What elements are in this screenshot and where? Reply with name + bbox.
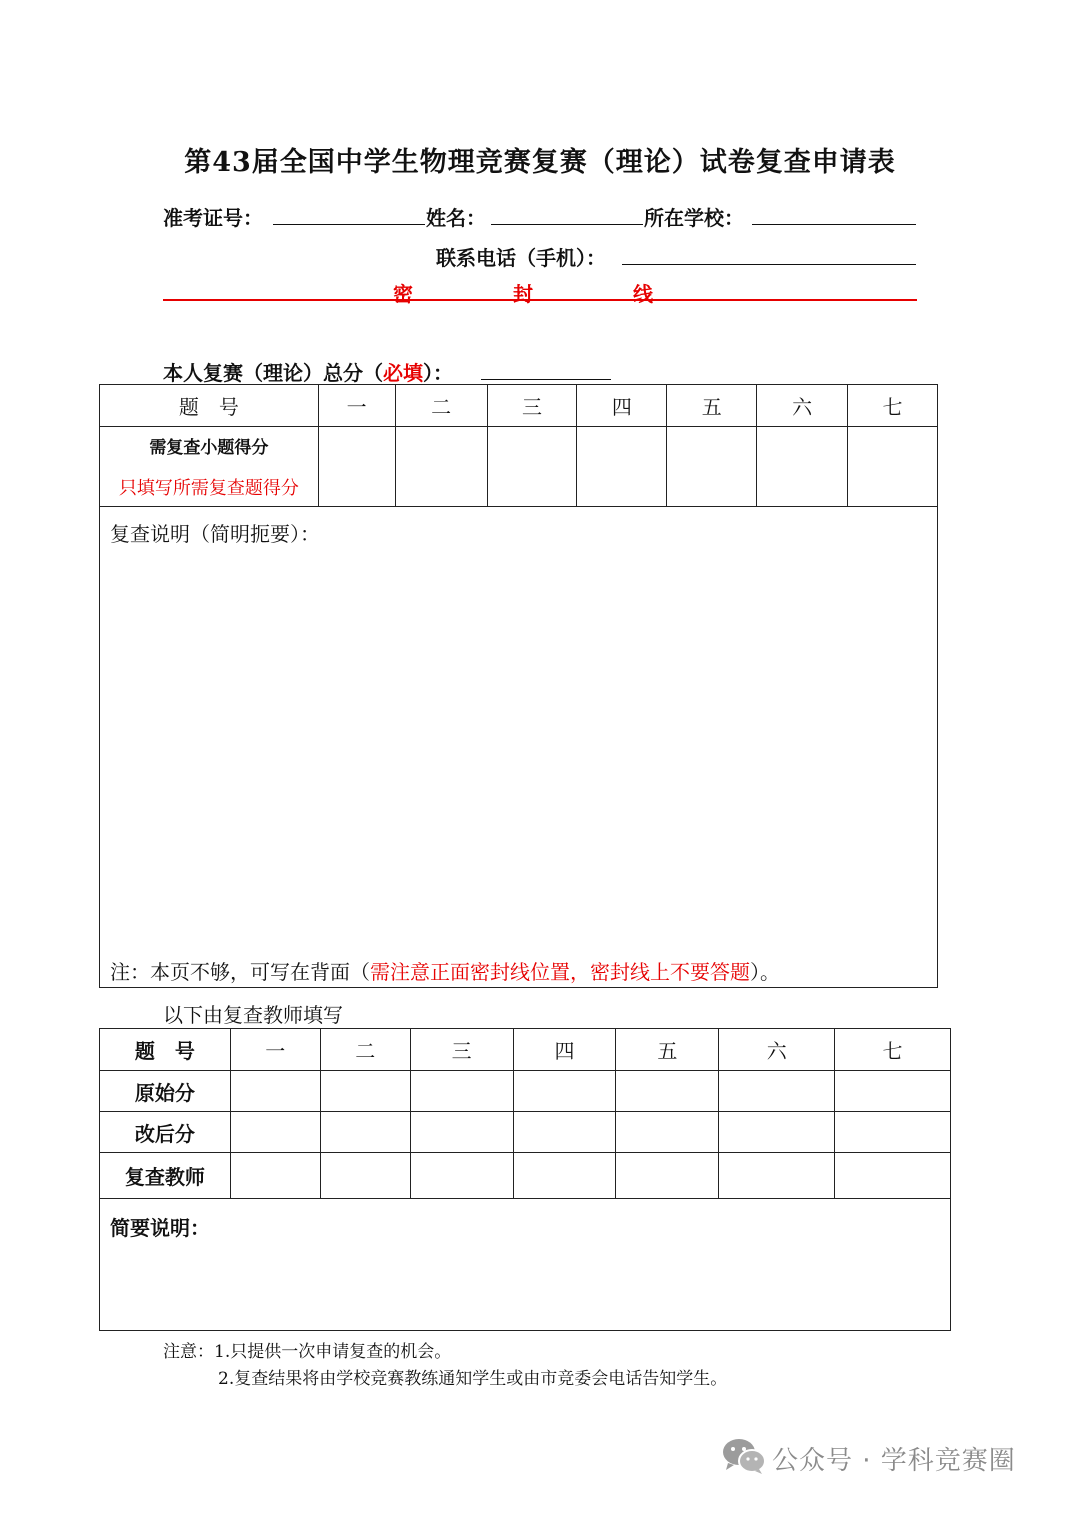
phone-label: 联系电话（手机）： bbox=[436, 246, 606, 270]
footer-note-2: 2.复查结果将由学校竞赛教练通知学生或由市竞委会电话告知学生。 bbox=[218, 1369, 728, 1389]
table2-cell[interactable] bbox=[513, 1153, 616, 1199]
table2-col-6: 六 bbox=[719, 1029, 835, 1071]
review-explanation-box[interactable] bbox=[99, 506, 938, 988]
name-label: 姓名： bbox=[426, 206, 486, 230]
table2-cell[interactable] bbox=[835, 1153, 951, 1199]
table1-score-row bbox=[100, 427, 938, 507]
table1-col-5: 五 bbox=[667, 385, 757, 427]
table1-cell-6[interactable] bbox=[757, 427, 848, 507]
watermark-text: 公众号 · 学科竞赛圈 bbox=[772, 1446, 1016, 1476]
table1-row-label-cell bbox=[100, 427, 319, 507]
brief-explanation-box[interactable] bbox=[99, 1198, 951, 1331]
table1-col-4: 四 bbox=[577, 385, 667, 427]
page-title: 第43届全国中学生物理竞赛复赛（理论）试卷复查申请表 bbox=[184, 147, 896, 178]
table1-cell-7[interactable] bbox=[848, 427, 938, 507]
table2-cell[interactable] bbox=[616, 1153, 719, 1199]
table1-header-row bbox=[100, 385, 938, 427]
review-label: 复查说明（简明扼要）： bbox=[110, 522, 320, 546]
table2-header-label: 题 号 bbox=[100, 1029, 231, 1071]
teacher-section-label: 以下由复查教师填写 bbox=[163, 1003, 343, 1027]
table2-cell[interactable] bbox=[835, 1071, 951, 1112]
table1-row-label: 需复查小题得分 bbox=[149, 438, 269, 458]
footer-note-1: 注意：1.只提供一次申请复查的机会。 bbox=[163, 1342, 452, 1362]
table1-cell-1[interactable] bbox=[318, 427, 395, 507]
table2-cell[interactable] bbox=[410, 1112, 513, 1153]
table2-col-1: 一 bbox=[230, 1029, 320, 1071]
total-score-label: 本人复赛（理论）总分（必填）： bbox=[163, 361, 453, 385]
table2-cell[interactable] bbox=[513, 1071, 616, 1112]
table2-cell[interactable] bbox=[835, 1112, 951, 1153]
table2-cell[interactable] bbox=[320, 1071, 410, 1112]
review-request-table bbox=[99, 384, 938, 507]
school-label: 所在学校： bbox=[644, 206, 744, 230]
table2-col-4: 四 bbox=[513, 1029, 616, 1071]
table2-cell[interactable] bbox=[230, 1071, 320, 1112]
table1-row-hint: 只填写所需复查题得分 bbox=[118, 478, 299, 499]
table1-col-1: 一 bbox=[318, 385, 395, 427]
table2-cell[interactable] bbox=[719, 1071, 835, 1112]
table2-cell[interactable] bbox=[410, 1071, 513, 1112]
table1-cell-3[interactable] bbox=[487, 427, 577, 507]
brief-label: 简要说明： bbox=[110, 1216, 210, 1240]
table2-cell[interactable] bbox=[410, 1153, 513, 1199]
table1-col-7: 七 bbox=[848, 385, 938, 427]
table1-cell-4[interactable] bbox=[577, 427, 667, 507]
table1-cell-2[interactable] bbox=[395, 427, 487, 507]
teacher-review-table bbox=[99, 1028, 951, 1199]
ticket-label: 准考证号： bbox=[163, 206, 263, 230]
table2-row-teacher bbox=[100, 1153, 951, 1199]
table1-col-2: 二 bbox=[395, 385, 487, 427]
required-mark: 必填 bbox=[383, 361, 423, 385]
table1-col-6: 六 bbox=[757, 385, 848, 427]
table2-cell[interactable] bbox=[230, 1112, 320, 1153]
table2-cell[interactable] bbox=[719, 1153, 835, 1199]
table2-row-label-original: 原始分 bbox=[100, 1071, 231, 1112]
table1-cell-5[interactable] bbox=[667, 427, 757, 507]
seal-char-2: 封 bbox=[513, 282, 533, 306]
table2-col-7: 七 bbox=[835, 1029, 951, 1071]
table2-row-label-revised: 改后分 bbox=[100, 1112, 231, 1153]
total-score-field[interactable] bbox=[481, 379, 611, 380]
seal-line bbox=[163, 299, 917, 301]
table2-cell[interactable] bbox=[230, 1153, 320, 1199]
table2-col-2: 二 bbox=[320, 1029, 410, 1071]
review-note: 注：本页不够，可写在背面（需注意正面密封线位置，密封线上不要答题）。 bbox=[110, 960, 780, 984]
table1-col-3: 三 bbox=[487, 385, 577, 427]
table2-cell[interactable] bbox=[320, 1153, 410, 1199]
name-field[interactable] bbox=[491, 224, 643, 225]
review-note-warning: 需注意正面密封线位置，密封线上不要答题 bbox=[370, 960, 750, 984]
table2-cell[interactable] bbox=[616, 1071, 719, 1112]
table2-cell[interactable] bbox=[513, 1112, 616, 1153]
table2-row-original bbox=[100, 1071, 951, 1112]
table2-cell[interactable] bbox=[320, 1112, 410, 1153]
phone-field[interactable] bbox=[622, 264, 916, 265]
table2-cell[interactable] bbox=[616, 1112, 719, 1153]
ticket-field[interactable] bbox=[273, 224, 425, 225]
table2-row-revised bbox=[100, 1112, 951, 1153]
table2-col-3: 三 bbox=[410, 1029, 513, 1071]
table2-header-row bbox=[100, 1029, 951, 1071]
table2-cell[interactable] bbox=[719, 1112, 835, 1153]
table1-header-label: 题 号 bbox=[100, 385, 319, 427]
seal-char-1: 密 bbox=[393, 282, 413, 306]
seal-char-3: 线 bbox=[633, 282, 653, 306]
table2-col-5: 五 bbox=[616, 1029, 719, 1071]
wechat-logo-icon bbox=[722, 1437, 766, 1475]
table2-row-label-teacher: 复查教师 bbox=[100, 1153, 231, 1199]
school-field[interactable] bbox=[752, 224, 916, 225]
